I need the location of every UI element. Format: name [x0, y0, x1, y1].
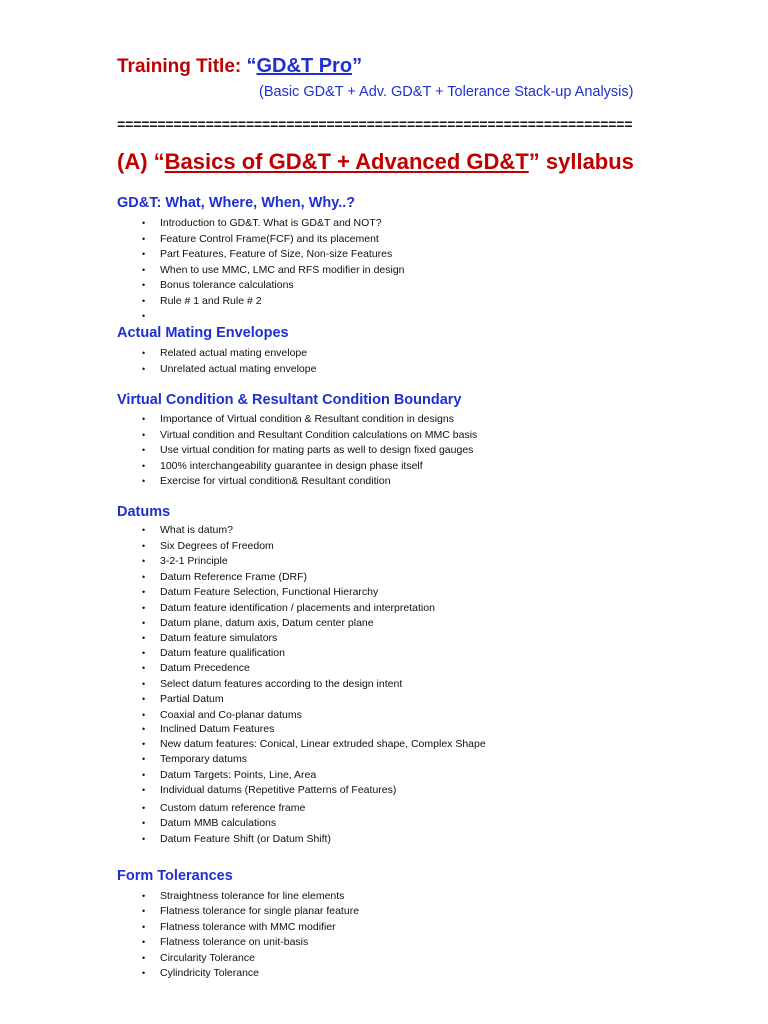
list-item: Unrelated actual mating envelope	[160, 363, 317, 375]
bullet: •	[142, 572, 146, 582]
list-item: Datum Precedence	[160, 662, 250, 674]
bullet: •	[142, 249, 146, 259]
bullet: •	[142, 770, 146, 780]
list-item: Exercise for virtual condition& Resultant condition	[160, 475, 391, 487]
list-item: Datum Reference Frame (DRF)	[160, 571, 308, 583]
bullet: •	[142, 679, 146, 689]
bullet: •	[142, 906, 146, 916]
bullet: •	[142, 922, 146, 932]
training-label: Training Title:	[117, 56, 242, 77]
section-heading: Virtual Condition & Resultant Condition Boundary	[117, 392, 462, 408]
bullet: •	[142, 710, 146, 720]
list-item: Feature Control Frame(FCF) and its placement	[160, 233, 379, 245]
bullet: •	[142, 953, 146, 963]
list-item: Datum feature simulators	[160, 632, 278, 644]
bullet: •	[142, 476, 146, 486]
list-item: Flatness tolerance for single planar feature	[160, 905, 360, 917]
list-item: 100% interchangeability guarantee in design phase itself	[160, 460, 423, 472]
list-item: Datum feature identification / placements and interpretation	[160, 602, 435, 614]
list-item: Coaxial and Co-planar datums	[160, 709, 302, 721]
section-a-name: Basics of GD&T + Advanced GD&T	[164, 149, 529, 174]
bullet: •	[142, 525, 146, 535]
bullet: •	[142, 739, 146, 749]
bullet: •	[142, 311, 146, 321]
list-item: Related actual mating envelope	[160, 347, 308, 359]
list-item: Select datum features according to the design intent	[160, 678, 403, 690]
list-item: Inclined Datum Features	[160, 723, 275, 735]
bullet: •	[142, 218, 146, 228]
section-heading: GD&T: What, Where, When, Why..?	[117, 195, 356, 211]
bullet: •	[142, 818, 146, 828]
bullet: •	[142, 587, 146, 597]
list-item: When to use MMC, LMC and RFS modifier in design	[160, 264, 405, 276]
list-item: Six Degrees of Freedom	[160, 540, 274, 552]
bullet: •	[142, 785, 146, 795]
bullet: •	[142, 663, 146, 673]
bullet: •	[142, 618, 146, 628]
bullet: •	[142, 461, 146, 471]
list-item: Custom datum reference frame	[160, 802, 306, 814]
bullet: •	[142, 556, 146, 566]
section-heading: Form Tolerances	[117, 868, 233, 884]
bullet: •	[142, 296, 146, 306]
list-item: Flatness tolerance with MMC modifier	[160, 921, 336, 933]
bullet: •	[142, 834, 146, 844]
list-item: Importance of Virtual condition & Resultant condition in designs	[160, 413, 454, 425]
bullet: •	[142, 603, 146, 613]
list-item: Flatness tolerance on unit-basis	[160, 936, 309, 948]
section-heading: Actual Mating Envelopes	[117, 325, 289, 341]
list-item: Introduction to GD&T. What is GD&T and NOT?	[160, 217, 382, 229]
list-item: 3-2-1 Principle	[160, 555, 228, 567]
bullet: •	[142, 724, 146, 734]
list-item: Datum Feature Selection, Functional Hierarchy	[160, 586, 379, 598]
list-item: Bonus tolerance calculations	[160, 279, 294, 291]
bullet: •	[142, 445, 146, 455]
bullet: •	[142, 754, 146, 764]
list-item: Individual datums (Repetitive Patterns of Features)	[160, 784, 397, 796]
list-item: New datum features: Conical, Linear extruded shape, Complex Shape	[160, 738, 486, 750]
bullet: •	[142, 968, 146, 978]
list-item: Straightness tolerance for line elements	[160, 890, 345, 902]
section-a-suffix: ” syllabus	[528, 149, 634, 174]
bullet: •	[142, 348, 146, 358]
bullet: •	[142, 891, 146, 901]
list-item: Cylindricity Tolerance	[160, 967, 260, 979]
bullet: •	[142, 541, 146, 551]
list-item: Datum Feature Shift (or Datum Shift)	[160, 833, 331, 845]
quote-open: “	[246, 55, 257, 77]
quote-close: ”	[352, 55, 363, 77]
list-item: Datum feature qualification	[160, 647, 285, 659]
section-a-prefix: (A) “	[117, 149, 165, 174]
bullet: •	[142, 265, 146, 275]
list-item: Datum plane, datum axis, Datum center plane	[160, 617, 374, 629]
bullet: •	[142, 364, 146, 374]
training-subtitle: (Basic GD&T + Adv. GD&T + Tolerance Stack-up Analysis)	[259, 84, 634, 100]
list-item: Datum MMB calculations	[160, 817, 277, 829]
list-item: Datum Targets: Points, Line, Area	[160, 769, 317, 781]
training-title	[117, 55, 362, 78]
bullet: •	[142, 694, 146, 704]
bullet: •	[142, 633, 146, 643]
list-item: What is datum?	[160, 524, 233, 536]
training-name: GD&T Pro	[256, 55, 353, 77]
list-item: Virtual condition and Resultant Condition calculations on MMC basis	[160, 429, 478, 441]
bullet: •	[142, 234, 146, 244]
bullet: •	[142, 648, 146, 658]
bullet: •	[142, 414, 146, 424]
list-item: Temporary datums	[160, 753, 247, 765]
list-item: Part Features, Feature of Size, Non-size Features	[160, 248, 393, 260]
list-item: Partial Datum	[160, 693, 224, 705]
list-item: Rule # 1 and Rule # 2	[160, 295, 262, 307]
section-heading: Datums	[117, 504, 171, 520]
section-a-title	[117, 149, 634, 175]
bullet: •	[142, 803, 146, 813]
bullet: •	[142, 937, 146, 947]
divider-line: ================================================================	[117, 118, 633, 134]
list-item: Circularity Tolerance	[160, 952, 255, 964]
list-item: Use virtual condition for mating parts as well to design fixed gauges	[160, 444, 474, 456]
bullet: •	[142, 430, 146, 440]
bullet: •	[142, 280, 146, 290]
